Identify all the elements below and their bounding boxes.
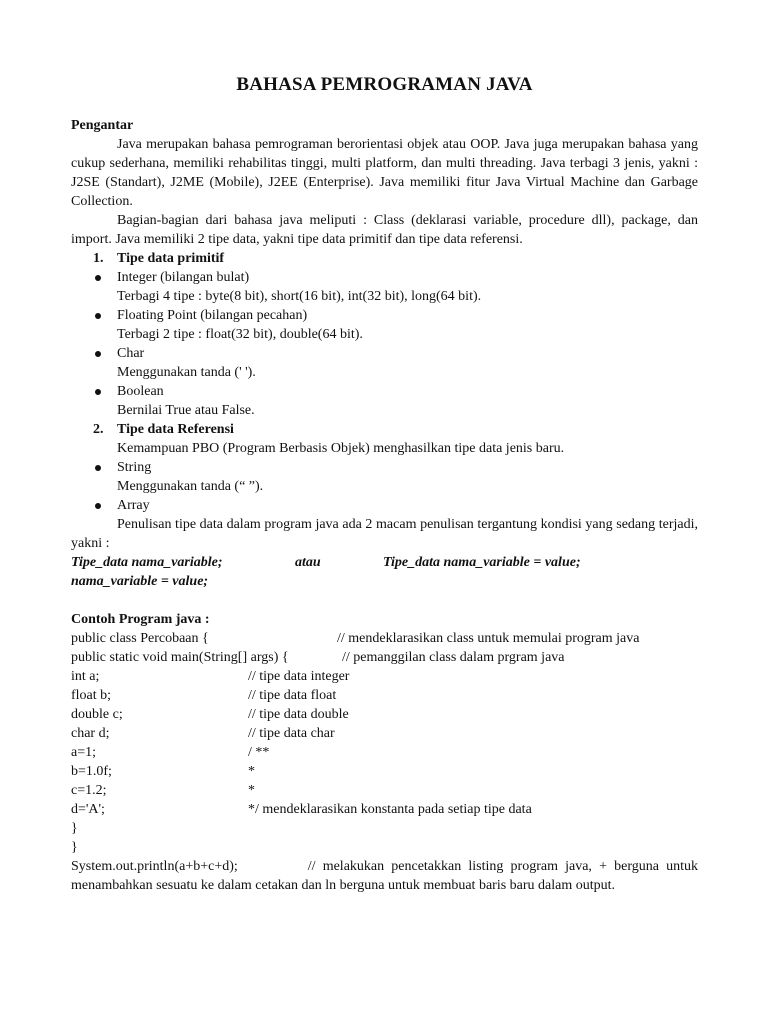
list-item xyxy=(71,306,698,344)
println-paragraph xyxy=(71,857,698,895)
code-line xyxy=(71,743,698,762)
list-item-name: Floating Point (bilangan pecahan) xyxy=(117,308,308,323)
syntax-assignment: nama_variable = value; xyxy=(71,574,209,589)
code-line xyxy=(71,667,698,686)
code-text: public class Percobaan { xyxy=(71,631,209,646)
list-item-name: Boolean xyxy=(117,384,164,399)
referensi-number: 2. xyxy=(93,422,104,437)
list-item xyxy=(71,458,698,496)
list-item xyxy=(71,496,698,515)
list-item xyxy=(71,268,698,306)
bullet-icon xyxy=(95,275,101,281)
primitif-number: 1. xyxy=(93,251,104,266)
println-comment: // melakukan pencetakkan listing program java, + berguna untuk menambahkan sesuatu ke dalam cetakan dan ln berguna untuk membuat baris baru dalam output. xyxy=(71,859,698,893)
code-line xyxy=(71,686,698,705)
bullet-icon xyxy=(95,465,101,471)
code-text: } xyxy=(71,840,78,855)
code-text: } xyxy=(71,821,78,836)
code-text: double c; xyxy=(71,707,123,722)
bullet-icon xyxy=(95,313,101,319)
referensi-desc: Kemampuan PBO (Program Berbasis Objek) menghasilkan tipe data jenis baru. xyxy=(117,441,565,456)
referensi-heading xyxy=(71,420,698,439)
code-text: public static void main(String[] args) { xyxy=(71,650,289,665)
penulisan-paragraph: Penulisan tipe data dalam program java ada 2 macam penulisan tergantung kondisi yang sedang terjadi, yakni : xyxy=(71,517,698,551)
code-text: int a; xyxy=(71,669,100,684)
code-comment: / ** xyxy=(248,745,270,760)
println-code: System.out.println(a+b+c+d); xyxy=(71,859,238,874)
referensi-heading-text: Tipe data Referensi xyxy=(117,422,234,437)
syntax-declaration: Tipe_data nama_variable; xyxy=(71,555,223,570)
list-item-desc: Menggunakan tanda (“ ”). xyxy=(117,479,264,494)
code-line xyxy=(71,762,698,781)
code-comment: * xyxy=(248,783,255,798)
code-comment: * xyxy=(248,764,255,779)
bullet-icon xyxy=(95,389,101,395)
code-text: float b; xyxy=(71,688,112,703)
code-line xyxy=(71,781,698,800)
code-text: c=1.2; xyxy=(71,783,107,798)
list-item-name: Array xyxy=(117,498,150,513)
list-item-desc: Terbagi 2 tipe : float(32 bit), double(64 bit). xyxy=(117,327,363,342)
syntax-line xyxy=(71,553,698,572)
syntax-initialization: Tipe_data nama_variable = value; xyxy=(383,555,581,570)
code-text: char d; xyxy=(71,726,110,741)
code-comment: // tipe data integer xyxy=(248,669,350,684)
list-item-name: String xyxy=(117,460,152,475)
intro-paragraph-1: Java merupakan bahasa pemrograman berorientasi objek atau OOP. Java juga merupakan bahasa yang cukup sederhana, memiliki rehabilitas tinggi, multi platform, dan multi threading. Java terbagi 3 jenis, yakni : J2SE (Standart), J2ME (Mobile), J2EE (Enterprise). Java memiliki fitur Java Virtual Machine dan Garbage Collection. xyxy=(71,137,698,209)
primitif-heading-text: Tipe data primitif xyxy=(117,251,225,266)
list-item-desc: Menggunakan tanda (' '). xyxy=(117,365,256,380)
code-line xyxy=(71,800,698,819)
primitif-heading xyxy=(71,249,698,268)
list-item-name: Integer (bilangan bulat) xyxy=(117,270,250,285)
intro-heading: Pengantar xyxy=(71,118,134,133)
document-body xyxy=(71,72,698,895)
bullet-icon xyxy=(95,351,101,357)
bullet-icon xyxy=(95,503,101,509)
code-comment: // tipe data float xyxy=(248,688,337,703)
code-line xyxy=(71,648,698,667)
code-line xyxy=(71,819,698,838)
code-line xyxy=(71,629,698,648)
list-item xyxy=(71,344,698,382)
code-comment: // tipe data double xyxy=(248,707,349,722)
code-text: a=1; xyxy=(71,745,96,760)
syntax-atau: atau xyxy=(295,555,321,570)
code-comment: // pemanggilan class dalam prgram java xyxy=(342,650,565,665)
code-comment: */ mendeklarasikan konstanta pada setiap tipe data xyxy=(248,802,532,817)
code-line xyxy=(71,838,698,857)
code-text: b=1.0f; xyxy=(71,764,112,779)
list-item-desc: Terbagi 4 tipe : byte(8 bit), short(16 bit), int(32 bit), long(64 bit). xyxy=(117,289,482,304)
code-line xyxy=(71,724,698,743)
code-text: d='A'; xyxy=(71,802,105,817)
code-comment: // tipe data char xyxy=(248,726,335,741)
code-line xyxy=(71,705,698,724)
intro-paragraph-2: Bagian-bagian dari bahasa java meliputi : Class (deklarasi variable, procedure dll), package, dan import. Java memiliki 2 tipe data, yakni tipe data primitif dan tipe data referensi. xyxy=(71,213,698,247)
program-heading: Contoh Program java : xyxy=(71,612,210,627)
list-item xyxy=(71,382,698,420)
code-comment: // mendeklarasikan class untuk memulai program java xyxy=(337,631,640,646)
list-item-desc: Bernilai True atau False. xyxy=(117,403,255,418)
page-title: BAHASA PEMROGRAMAN JAVA xyxy=(236,74,533,95)
list-item-name: Char xyxy=(117,346,145,361)
